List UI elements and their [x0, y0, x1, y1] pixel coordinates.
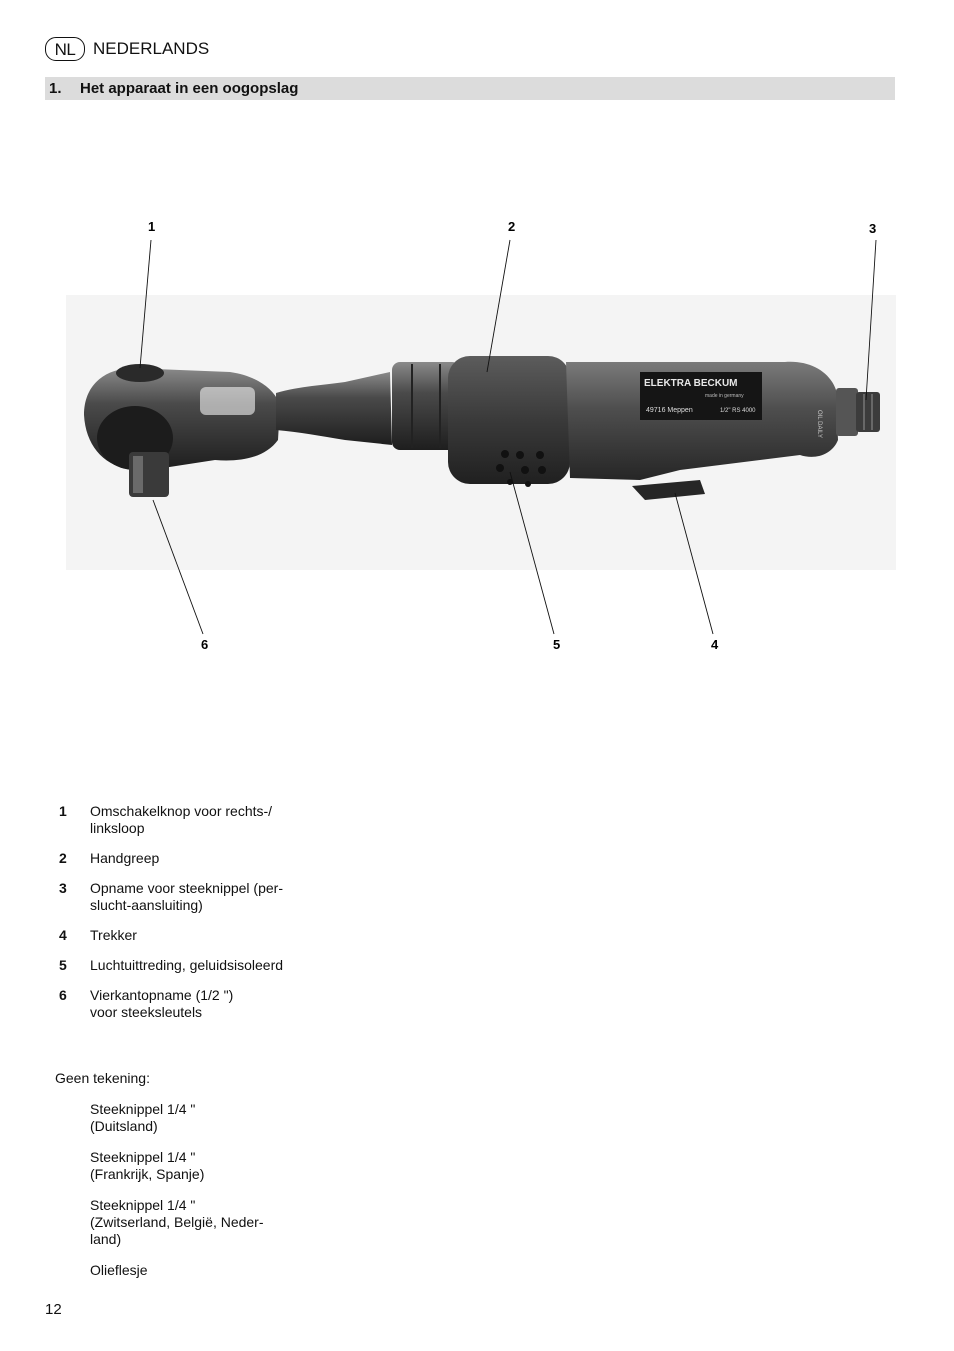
legend-item [59, 927, 309, 944]
callout-5: 5 [553, 637, 561, 652]
legend-item [59, 957, 309, 974]
legend-number: 3 [59, 880, 67, 896]
legend-text: Vierkantopname (1/2 ") voor steeksleutels [90, 987, 234, 1020]
svg-text:made in germany: made in germany [705, 393, 744, 399]
legend-item [59, 850, 309, 867]
callout-4: 4 [711, 637, 719, 652]
no-drawing-heading: Geen tekening: [55, 1070, 150, 1086]
callout-2: 2 [508, 219, 516, 234]
language-name: NEDERLANDS [93, 39, 210, 58]
legend-number: 6 [59, 987, 67, 1003]
language-badge: NL [45, 37, 85, 61]
no-drawing-item: Steeknippel 1/4 " (Duitsland) [90, 1101, 196, 1134]
handgrip [448, 356, 570, 487]
legend-number: 2 [59, 850, 67, 866]
legend-number: 4 [59, 927, 67, 943]
legend-text: Trekker [90, 927, 137, 943]
callout-3: 3 [869, 221, 877, 236]
legend-text: Omschakelknop voor rechts-/ linksloop [90, 803, 273, 836]
svg-text:49716 Meppen: 49716 Meppen [646, 407, 693, 414]
legend-text: Handgreep [90, 850, 160, 866]
parts-legend [59, 803, 309, 1034]
no-drawing-item: Olieflesje [90, 1262, 148, 1278]
legend-text: Luchtuittreding, geluidsisoleerd [90, 957, 284, 973]
air-inlet-fitting [836, 388, 880, 436]
legend-number: 5 [59, 957, 67, 973]
no-drawing-item: Steeknippel 1/4 " (Frankrijk, Spanje) [90, 1149, 205, 1182]
svg-text:1/2" RS 4000: 1/2" RS 4000 [720, 408, 756, 414]
svg-text:ELEKTRA BECKUM: ELEKTRA BECKUM [644, 378, 738, 389]
section-number: 1. [49, 80, 62, 97]
legend-item [59, 803, 309, 837]
callout-6: 6 [201, 637, 209, 652]
section-title: Het apparaat in een oogopslag [80, 80, 299, 97]
legend-text: Opname voor steeknippel (per- slucht-aansluiting) [90, 880, 283, 913]
svg-text:OIL DAILY: OIL DAILY [816, 410, 822, 439]
legend-item [59, 880, 309, 914]
callout-1: 1 [148, 219, 156, 234]
no-drawing-item: Steeknippel 1/4 " (Zwitserland, België, Neder- land) [90, 1197, 264, 1247]
legend-number: 1 [59, 803, 67, 819]
legend-item [59, 987, 309, 1021]
no-drawing-list [90, 1101, 320, 1293]
page-number: 12 [45, 1301, 62, 1318]
